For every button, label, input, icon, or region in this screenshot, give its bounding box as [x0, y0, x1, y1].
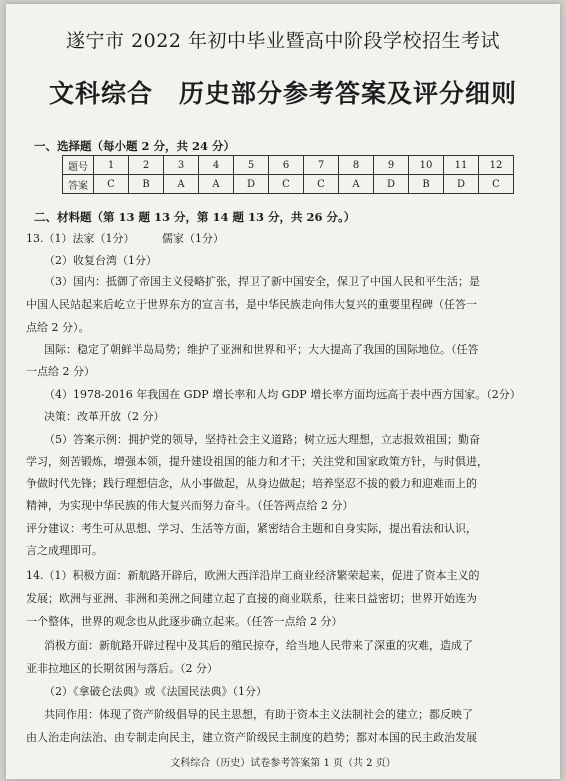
- question-number-cell: 8: [339, 156, 374, 175]
- answer-line: （5）答案示例：拥护党的领导，坚持社会主义道路；树立远大理想，立志报效祖国；勤奋: [44, 433, 480, 446]
- row-label-answer: 答案: [63, 175, 94, 194]
- question-number-cell: 1: [94, 156, 129, 175]
- answer-line: 发展；欧洲与亚洲、非洲和美洲之间建立起了直接的商业联系，往来日益密切；世界开始连为: [26, 592, 477, 605]
- question-number-cell: 4: [199, 156, 234, 175]
- question-number-cell: 9: [374, 156, 409, 175]
- question-number-cell: 5: [234, 156, 269, 175]
- page-footer: 文科综合（历史）试卷参考答案第 1 页（共 2 页）: [170, 758, 396, 769]
- answer-line: 消极方面：新航路开辟过程中及其后的殖民掠夺，给当地人民带来了深重的灾难，造成了: [44, 639, 473, 652]
- answer-line: 言之成理即可。: [26, 544, 103, 557]
- answer-line: （4）1978-2016 年我国在 GDP 增长率和人均 GDP 增长率方面均远高于表中西方国家。（2分）: [44, 388, 521, 401]
- table-row: [63, 156, 514, 175]
- answer-line: 一个整体，世界的观念也从此逐步确立起来。（任答一点给 2 分）: [26, 615, 343, 628]
- answer-line: （2）收复台湾（1分）: [44, 254, 157, 267]
- answer-cell: C: [304, 175, 339, 194]
- answer-line: 学习，刻苦锻炼，增强本领，提升建设祖国的能力和才干；关注党和国家政策方针，与时俱进，: [26, 455, 488, 468]
- row-label-question: 题号: [63, 156, 94, 175]
- answer-line: （2）《拿破仑法典》或《法国民法典》（1分）: [44, 685, 267, 698]
- question-number-cell: 11: [444, 156, 479, 175]
- answer-line: 争做时代先锋；践行理想信念，从小事做起，从身边做起；培养坚忍不拔的毅力和迎难而上的: [26, 477, 477, 490]
- section1-heading: 一、选择题（每小题 2 分，共 24 分）: [34, 139, 236, 153]
- question-number-cell: 3: [164, 156, 199, 175]
- question-number-cell: 2: [129, 156, 164, 175]
- answer-cell: D: [374, 175, 409, 194]
- answer-sheet-page: [6, 4, 560, 779]
- question-number-cell: 12: [479, 156, 514, 175]
- answer-line: 亚非拉地区的长期贫困与落后。（2 分）: [26, 662, 218, 675]
- page-title: 文科综合 历史部分参考答案及评分细则: [48, 79, 517, 108]
- answer-line: （3）国内：抵御了帝国主义侵略扩张，捍卫了新中国安全，保卫了中国人民和平生活；是: [44, 275, 480, 288]
- question-number-cell: 6: [269, 156, 304, 175]
- answer-cell: C: [479, 175, 514, 194]
- question-number-cell: 10: [409, 156, 444, 175]
- answer-cell: A: [164, 175, 199, 194]
- answer-line: 精神，为实现中华民族的伟大复兴而努力奋斗。（任答两点给 2 分）: [26, 499, 354, 512]
- table-row: [63, 175, 514, 194]
- answer-line: 共同作用：体现了资产阶级倡导的民主思想，有助于资本主义法制社会的建立；都反映了: [44, 708, 473, 721]
- answer-line: 13.（1）法家（1分） 儒家（1分）: [26, 232, 224, 245]
- answer-line: 14.（1）积极方面：新航路开辟后，欧洲大西洋沿岸工商业经济繁荣起来，促进了资本主义的: [26, 569, 480, 582]
- answer-line: 中国人民站起来后屹立于世界东方的宣言书，是中华民族走向伟大复兴的重要里程碑（任答一: [26, 298, 477, 311]
- answer-cell: C: [94, 175, 129, 194]
- answer-cell: C: [269, 175, 304, 194]
- answer-line: 决策：改革开放（2 分）: [44, 410, 165, 423]
- section2-heading: 二、材料题（第 13 题 13 分，第 14 题 13 分，共 26 分。）: [34, 210, 356, 224]
- answer-cell: B: [409, 175, 444, 194]
- answer-cell: A: [339, 175, 374, 194]
- answer-cell: B: [129, 175, 164, 194]
- answer-line: 一点给 2 分）: [26, 365, 95, 378]
- answer-line: 评分建议：考生可从思想、学习、生活等方面，紧密结合主题和自身实际，提出看法和认识，: [26, 522, 477, 535]
- answer-cell: D: [234, 175, 269, 194]
- answer-cell: D: [444, 175, 479, 194]
- answer-cell: A: [199, 175, 234, 194]
- exam-title: 遂宁市 2022 年初中毕业暨高中阶段学校招生考试: [66, 30, 500, 52]
- answer-line: 点给 2 分）。: [26, 321, 90, 334]
- answer-table: [62, 155, 514, 194]
- answer-line: 国际：稳定了朝鲜半岛局势；维护了亚洲和世界和平；大大提高了我国的国际地位。（任答: [44, 343, 479, 356]
- question-number-cell: 7: [304, 156, 339, 175]
- answer-line: 由人治走向法治、由专制走向民主，建立资产阶级民主制度的趋势；都对本国的民主政治发展: [26, 731, 477, 744]
